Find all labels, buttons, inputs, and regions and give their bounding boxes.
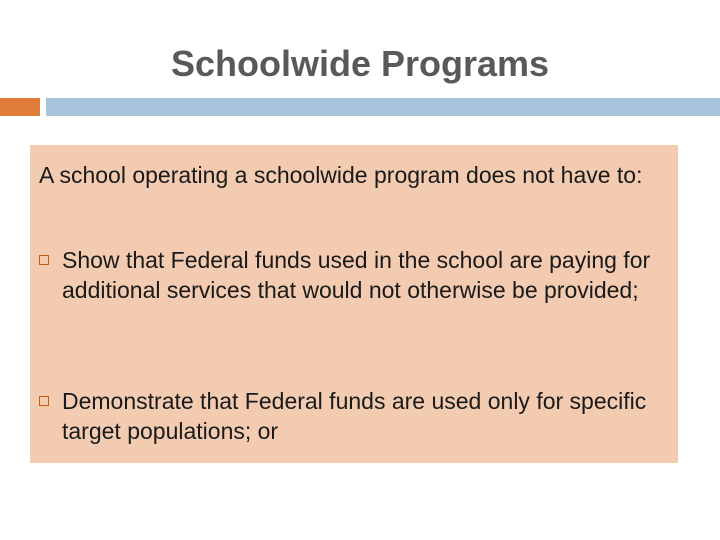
- title-accent-bar-blue: [46, 98, 720, 116]
- title-accent-bar-orange: [0, 98, 40, 116]
- intro-text: A school operating a schoolwide program does not have to:: [39, 162, 643, 188]
- bullet-text: Demonstrate that Federal funds are used only for specific target populations; or: [62, 388, 647, 444]
- hollow-square-icon: [39, 255, 49, 265]
- hollow-square-icon: [39, 396, 49, 406]
- slide-title: Schoolwide Programs: [170, 43, 550, 84]
- bullet-text: Show that Federal funds used in the school are paying for additional services that would not otherwise be provided;: [62, 247, 651, 303]
